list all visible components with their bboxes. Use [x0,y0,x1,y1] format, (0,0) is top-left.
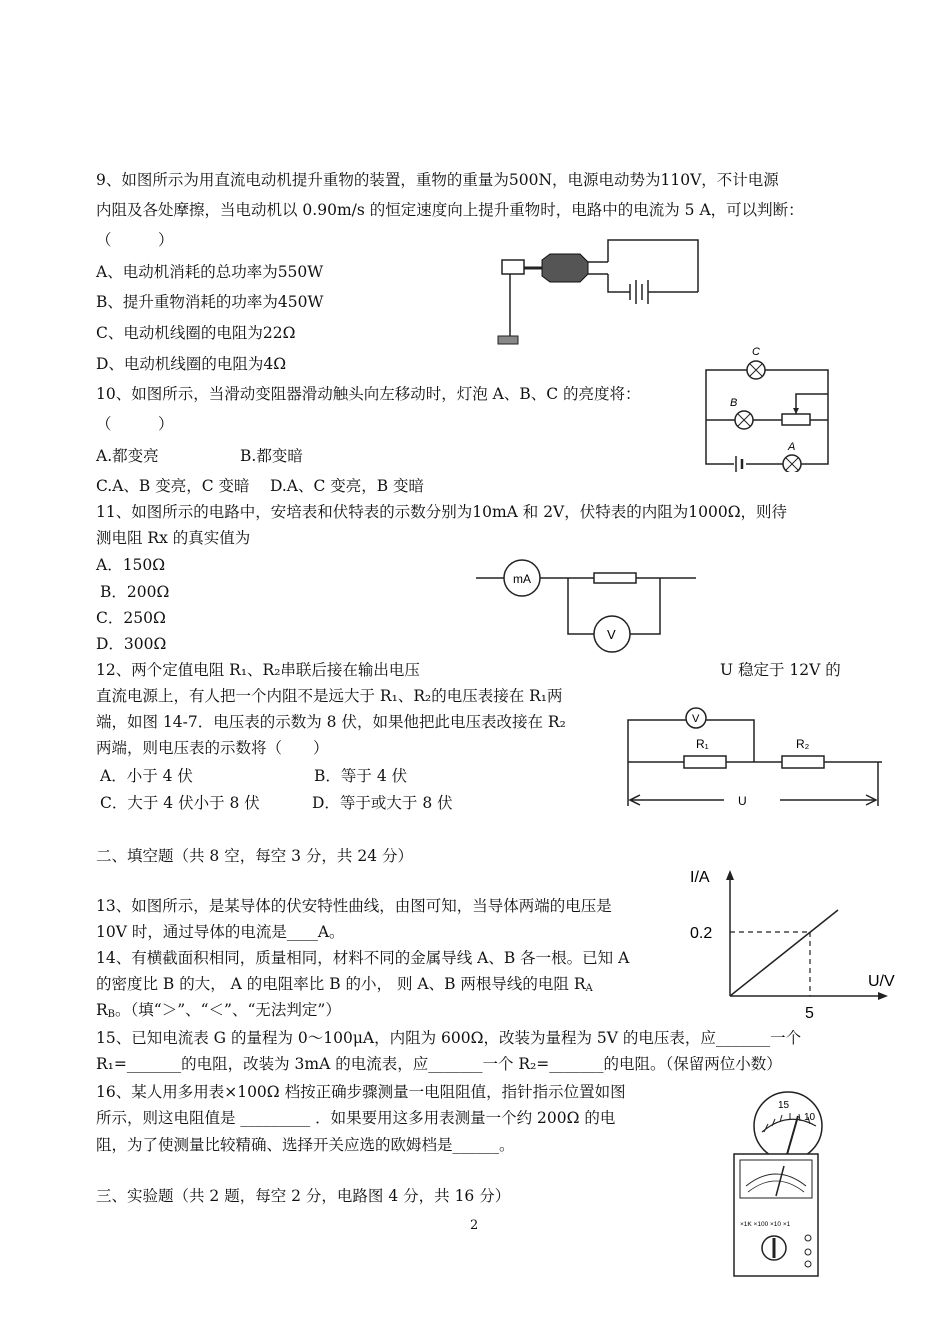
q12-line2: 直流电源上，有人把一个内阻不是远大于 R₁、R₂的电压表接在 R₁两 [96,687,563,705]
q16-line3: 阻，为了使测量比较精确、选择开关应选的欧姆档是______。 [96,1136,515,1154]
q11-line1: 11、如图所示的电路中，安培表和伏特表的示数分别为10mA 和 2V，伏特表的内阻为1000Ω，则待 [96,503,788,521]
lamp-c-label: C [752,346,760,358]
voltmeter-label: V [607,627,616,642]
lamp-a-label: A [788,441,796,453]
r2-label: R₂ [796,737,810,751]
q12-line1-left: 12、两个定值电阻 R₁、R₂串联后接在输出电压 [96,661,420,679]
q9-option-a: A、电动机消耗的总功率为550W [96,263,324,281]
q15-line2: R₁=_______的电阻，改装为 3mA 的电流表，应_______一个 R₂=_______的电阻。（保留两位小数） [96,1055,782,1073]
q12-line3: 端，如图 14-7．电压表的示数为 8 伏，如果他把此电压表改接在 R₂ [96,713,566,731]
q10-option-b: B.都变暗 [240,447,303,465]
q13-line1: 13、如图所示，是某导体的伏安特性曲线，由图可知，当导体两端的电压是 [96,897,612,915]
lamp-circuit-diagram [696,342,836,472]
q10-options-cd: C.A、B 变亮，C 变暗 D.A、C 变亮，B 变暗 [96,477,425,495]
scale-15-label: 15 [778,1100,790,1111]
q9-option-b: B、提升重物消耗的功率为450W [96,293,324,311]
q9-option-c: C、电动机线圈的电阻为22Ω [96,324,296,342]
r1-label: R₁ [696,737,709,751]
q12-option-b: B．等于 4 伏 [314,767,408,785]
q9-line2: 内阻及各处摩擦，当电动机以 0.90m/s 的恒定速度向上提升重物时，电路中的电流为 5 A，可以判断： [96,201,804,219]
q9-line1: 9、如图所示为用直流电动机提升重物的装置，重物的重量为500N，电源电动势为110V，不计电源 [96,171,779,189]
q10-answer-blank: （ ） [96,415,174,433]
q15-line1: 15、已知电流表 G 的量程为 0～100μA，内阻为 600Ω，改装为量程为 5V 的电压表，应_______一个 [96,1029,802,1047]
scale-10-label: 10 [804,1112,816,1123]
lamp-b-label: B [730,397,738,409]
q11-option-a: A．150Ω [96,556,166,574]
q14-line1: 14、有横截面积相同，质量相同，材料不同的金属导线 A、B 各一根。已知 A [96,949,630,967]
multimeter-figure [728,1086,838,1282]
ammeter-label: mA [513,572,531,586]
q12-option-d: D．等于或大于 8 伏 [312,794,453,812]
iv-characteristic-graph [686,862,906,1020]
q14-line2: 的密度比 B 的大， A 的电阻率比 B 的小， 则 A、B 两根导线的电阻 $R_A$ [96,975,593,994]
q12-voltmeter-label: V [692,713,700,725]
range-selector-label: ×1K ×100 ×10 ×1 [740,1221,791,1228]
x-tick-label: 5 [805,1005,814,1020]
q16-line1: 16、某人用多用表×100Ω 档按正确步骤测量一电阻阻值，指针指示位置如图 [96,1083,626,1101]
q10-option-a: A.都变亮 [96,447,159,465]
q14-line3: $R_B$。（填“＞”、“＜”、“无法判定”） [96,1001,341,1020]
q9-option-d: D、电动机线圈的电阻为4Ω [96,355,287,373]
q12-option-c: C．大于 4 伏小于 8 伏 [100,794,260,812]
q12-option-a: A．小于 4 伏 [100,767,193,785]
x-axis-label: U/V [868,973,895,990]
section-2-heading: 二、填空题（共 8 空，每空 3 分，共 24 分） [96,847,414,865]
ammeter-voltmeter-circuit [472,558,702,658]
q11-option-c: C．250Ω [96,609,166,627]
q11-option-b: B．200Ω [100,583,170,601]
q11-option-d: D．300Ω [96,635,167,653]
q10-line1: 10、如图所示，当滑动变阻器滑动触头向左移动时，灯泡 A、B、C 的亮度将： [96,385,641,403]
u-label: U [738,794,747,808]
q12-line4: 两端，则电压表的示数将（ ） [96,739,329,757]
q9-answer-blank: （ ） [96,231,174,249]
q11-line2: 测电阻 Rx 的真实值为 [96,529,251,547]
q13-line2: 10V 时，通过导体的电流是____A。 [96,923,345,941]
series-resistor-circuit [620,702,890,814]
y-tick-label: 0.2 [690,925,713,942]
section-3-heading: 三、实验题（共 2 题，每空 2 分，电路图 4 分，共 16 分） [96,1187,511,1205]
q12-line1-right: U 稳定于 12V 的 [720,661,841,679]
motor-lifting-diagram [490,232,710,352]
q16-line2: 所示，则这电阻值是 _________ ．如果要用这多用表测量一个约 200Ω 的电 [96,1109,616,1127]
y-axis-label: I/A [690,869,710,886]
page-number: 2 [470,1218,479,1233]
